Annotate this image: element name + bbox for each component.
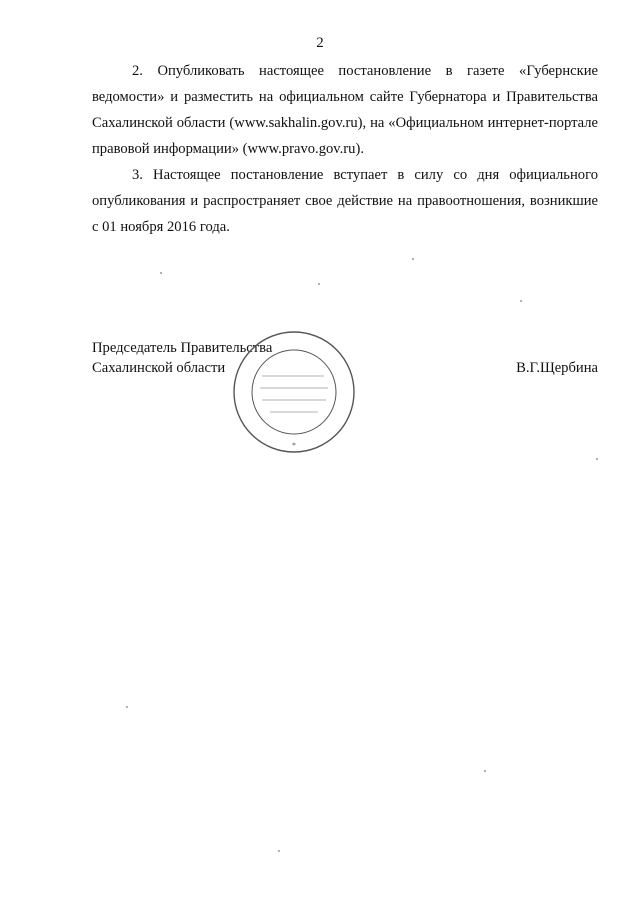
- scan-speck: [412, 258, 414, 260]
- paragraph-text: 2. Опубликовать настоящее постановление в газете «Губернские ведомости» и разместить на официальном сайте Губернатора и Правительства Сахалинской области (www.sakhalin.gov.ru), на «Официальном интернет-портале правовой информации» (www.pravo.gov.ru).: [92, 63, 598, 157]
- paragraph-publication: [92, 58, 598, 162]
- scan-speck: [318, 283, 320, 285]
- signer-name: В.Г.Щербина: [516, 360, 598, 376]
- scan-speck: [126, 706, 128, 708]
- scan-speck: [160, 272, 162, 274]
- scan-speck: [484, 770, 486, 772]
- official-stamp: [230, 328, 358, 456]
- paragraph-effective-date: [92, 162, 598, 240]
- stamp-inner-ring: [252, 350, 336, 434]
- paragraph-text: 3. Настоящее постановление вступает в силу со дня официального опубликования и распространяет свое действие на правоотношения, возникшие с 01 ноября 2016 года.: [92, 167, 598, 235]
- stamp-graphic: [230, 328, 358, 456]
- stamp-symbol: *: [292, 441, 296, 450]
- scan-speck: [278, 850, 280, 852]
- page-number: 2: [316, 35, 324, 51]
- stamp-center-lines: [260, 376, 328, 412]
- signer-title: Председатель Правительства Сахалинской области: [92, 340, 273, 376]
- scan-speck: [520, 300, 522, 302]
- scan-speck: [596, 458, 598, 460]
